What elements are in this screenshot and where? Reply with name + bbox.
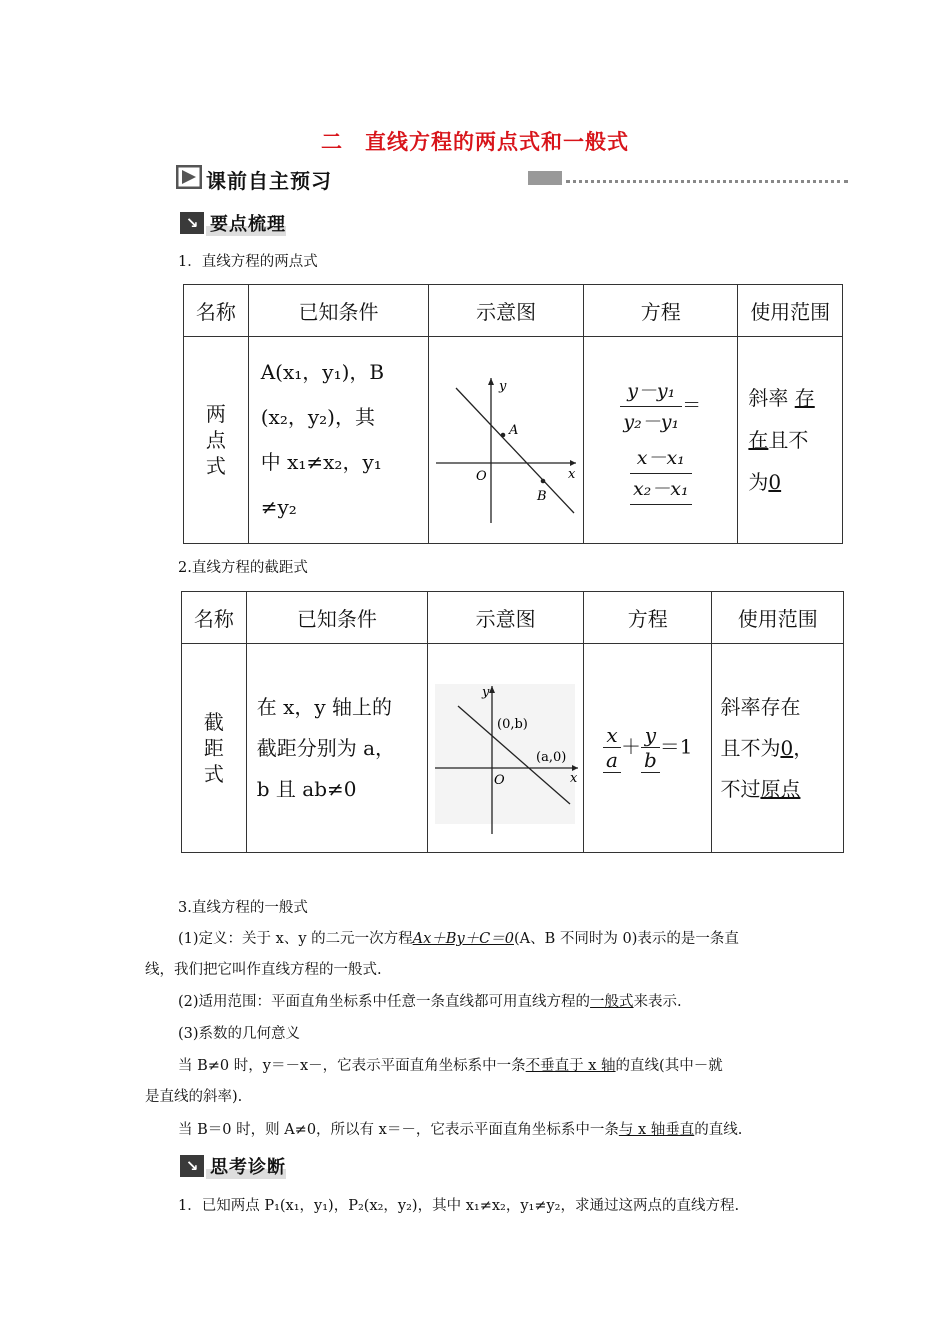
geometry-text: 的直线(其中－就: [615, 1058, 723, 1074]
item3-heading: 3.直线方程的一般式: [178, 900, 308, 916]
play-arrow-icon: [176, 165, 202, 189]
arrow-icon: ↘: [180, 212, 204, 234]
figure-cell: [428, 644, 584, 853]
condition-cell: [248, 337, 428, 544]
y-axis-label: y: [481, 684, 489, 700]
subheading-think: [180, 1153, 320, 1179]
header-figure: 示意图: [428, 592, 584, 644]
condition-line: 中 x₁≠x₂，y₁: [260, 450, 382, 474]
condition-line: 截距分别为 a，: [256, 735, 396, 760]
geometry-line2: [178, 1120, 742, 1140]
definition-text: (A、B 不同时为 0)表示的是一条直: [513, 931, 739, 947]
equation-cell: [584, 337, 738, 544]
header-scope: 使用范围: [738, 285, 843, 337]
eq-denominator: y₂－y₁: [623, 410, 680, 433]
arrow-icon: ↘: [180, 1155, 204, 1177]
point-a-label: A: [509, 422, 519, 438]
equation-cell: [584, 644, 712, 853]
two-point-equation: [584, 376, 737, 505]
section-header-label: 课前自主预习: [206, 169, 332, 193]
scope-text: 且不: [768, 428, 809, 452]
eq-numerator: x－x₁: [630, 443, 692, 474]
geometry-heading: (3)系数的几何意义: [178, 1026, 301, 1042]
scope-text: 不过: [720, 776, 761, 801]
intercept-table: [181, 591, 844, 853]
eq-numerator: y－y₁: [620, 376, 682, 407]
header-name: 名称: [182, 592, 247, 644]
x-axis-label: x: [569, 770, 577, 786]
subheading-points: [180, 210, 320, 236]
question-1: 1．已知两点 P₁(x₁，y₁)，P₂(x₂，y₂)，其中 x₁≠x₂，y₁≠y₂，求通过这两点的直线方程.: [178, 1198, 740, 1214]
scope-text: ，: [793, 735, 814, 760]
eq-rhs: ＝1: [659, 734, 693, 759]
header-condition: 已知条件: [246, 592, 427, 644]
scope-answer: 在: [748, 428, 769, 452]
scope-answer: 一般式: [590, 994, 634, 1010]
intercept-equation: [584, 723, 711, 773]
condition-line: (x₂，y₂)，其: [260, 405, 375, 429]
y-axis-label: y: [499, 378, 507, 394]
scope-answer: 0: [780, 735, 794, 760]
eq-equals: ＝: [682, 394, 702, 416]
eq-numerator: x: [603, 723, 621, 748]
x-axis-label: x: [568, 466, 576, 482]
scope-text: 为: [748, 470, 769, 494]
figure-cell: [429, 337, 584, 544]
eq-denominator: a: [603, 748, 621, 773]
intercept-diagram: [430, 654, 582, 838]
geometry-text: 的直线.: [694, 1122, 743, 1138]
scope-text: 来表示.: [633, 994, 682, 1010]
geometry-line1-cont: 是直线的斜率).: [145, 1089, 243, 1105]
header-equation: 方程: [584, 285, 738, 337]
scope-text: 斜率: [748, 386, 789, 410]
eq-denominator: x₂－x₁: [632, 477, 689, 500]
two-point-table: [183, 284, 843, 544]
definition-line2: 线，我们把它叫作直线方程的一般式.: [145, 962, 382, 978]
scope-text: 且不为: [720, 735, 781, 760]
geometry-answer: 不垂直于 x 轴: [525, 1058, 616, 1074]
subheading-points-label: 要点梳理: [210, 214, 286, 235]
general-equation: Ax＋By＋C＝0: [412, 931, 514, 947]
scope-cell: [712, 644, 844, 853]
scope-answer: 0: [768, 470, 782, 494]
header-name: 名称: [184, 285, 249, 337]
decorative-block: [528, 171, 562, 185]
name-text: 两点式: [205, 402, 226, 478]
eq-denominator: b: [641, 748, 660, 773]
item1-heading: 1．直线方程的两点式: [178, 254, 318, 270]
condition-line: b 且 ab≠0: [256, 776, 357, 801]
geometry-text: 当 B＝0 时，则 A≠0，所以有 x＝－，它表示平面直角坐标系中一条: [178, 1122, 619, 1138]
y-intercept-label: (0,b): [496, 716, 528, 732]
header-condition: 已知条件: [248, 285, 428, 337]
item2-heading: 2.直线方程的截距式: [178, 560, 308, 576]
condition-cell: [246, 644, 427, 853]
geometry-line1: [178, 1056, 723, 1076]
x-intercept-label: (a,0): [535, 749, 566, 765]
eq-plus: ＋: [620, 734, 641, 759]
header-scope: 使用范围: [712, 592, 844, 644]
origin-label: O: [476, 468, 487, 484]
geometry-answer: 与 x 轴垂直: [618, 1122, 695, 1138]
scope-answer: 原点: [760, 776, 801, 801]
scope-line: [178, 992, 682, 1012]
condition-line: ≠y₂: [260, 495, 297, 519]
scope-text: (2)适用范围：平面直角坐标系中任意一条直线都可用直线方程的: [178, 994, 591, 1010]
divider: [566, 180, 848, 183]
header-equation: 方程: [584, 592, 712, 644]
section-header: [176, 165, 848, 191]
page-title: 二 直线方程的两点式和一般式: [321, 130, 629, 154]
name-cell: [182, 644, 247, 853]
scope-text: 斜率存在: [720, 694, 801, 719]
scope-answer: 存: [794, 386, 815, 410]
subheading-think-label: 思考诊断: [210, 1157, 286, 1178]
geometry-text: 当 B≠0 时，y＝－x－，它表示平面直角坐标系中一条: [178, 1058, 526, 1074]
definition-line: [178, 929, 818, 949]
point-b-label: B: [537, 488, 547, 504]
origin-label: O: [493, 772, 505, 788]
scope-cell: [738, 337, 843, 544]
name-cell: [184, 337, 249, 544]
eq-numerator: y: [641, 723, 660, 748]
header-figure: 示意图: [429, 285, 584, 337]
condition-line: A(x₁，y₁)，B: [260, 360, 385, 384]
two-point-diagram: [431, 348, 581, 528]
name-text: 截距式: [203, 710, 224, 786]
definition-text: (1)定义：关于 x、y 的二元一次方程: [178, 931, 413, 947]
condition-line: 在 x，y 轴上的: [256, 694, 393, 719]
